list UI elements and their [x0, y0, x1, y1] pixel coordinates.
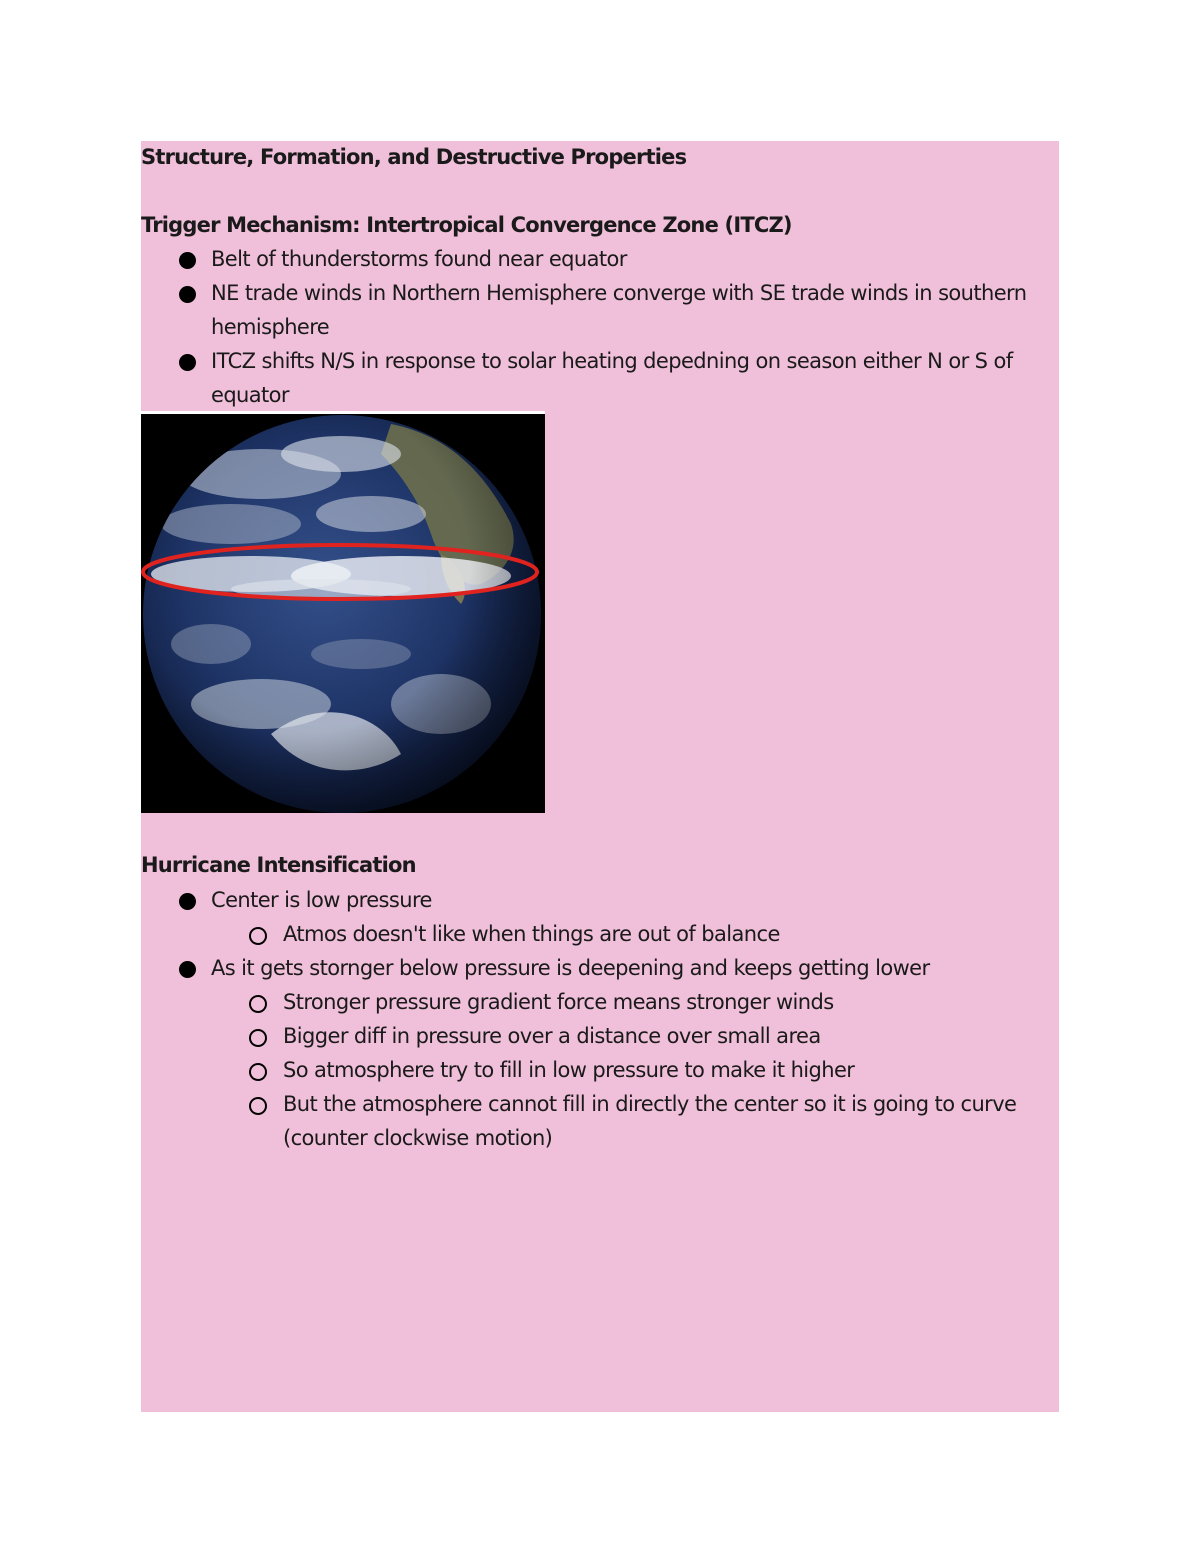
bullet-icon — [179, 286, 196, 303]
page-title: Structure, Formation, and Destructive Properties — [141, 145, 687, 169]
sub-list-item: But the atmosphere cannot fill in directly the center so it is going to curve — [283, 1092, 1017, 1116]
list-item: ITCZ shifts N/S in response to solar heating depedning on season either N or S of — [211, 349, 1013, 373]
list-item: NE trade winds in Northern Hemisphere converge with SE trade winds in southern — [211, 281, 1027, 305]
list-item-continuation: equator — [211, 383, 289, 407]
trigger-section-title: Trigger Mechanism: Intertropical Convergence Zone (ITCZ) — [141, 213, 792, 237]
list-item-continuation: hemisphere — [211, 315, 330, 339]
sub-list-item: So atmosphere try to fill in low pressure to make it higher — [283, 1058, 855, 1082]
sub-bullet-icon — [249, 1029, 267, 1047]
sub-bullet-icon — [249, 927, 267, 945]
sub-bullet-icon — [249, 1063, 267, 1081]
bullet-icon — [179, 961, 196, 978]
bullet-icon — [179, 252, 196, 269]
sub-list-item: Stronger pressure gradient force means stronger winds — [283, 990, 834, 1014]
sub-list-item: Bigger diff in pressure over a distance over small area — [283, 1024, 821, 1048]
bullet-icon — [179, 354, 196, 371]
list-item: Center is low pressure — [211, 888, 432, 912]
earth-satellite-image — [141, 411, 545, 813]
sub-list-item-continuation: (counter clockwise motion) — [283, 1126, 553, 1150]
intensification-section-title: Hurricane Intensification — [141, 853, 416, 877]
bullet-icon — [179, 893, 196, 910]
sub-list-item: Atmos doesn't like when things are out of balance — [283, 922, 780, 946]
sub-bullet-icon — [249, 995, 267, 1013]
list-item: As it gets stornger below pressure is deepening and keeps getting lower — [211, 956, 930, 980]
list-item: Belt of thunderstorms found near equator — [211, 247, 627, 271]
sub-bullet-icon — [249, 1097, 267, 1115]
